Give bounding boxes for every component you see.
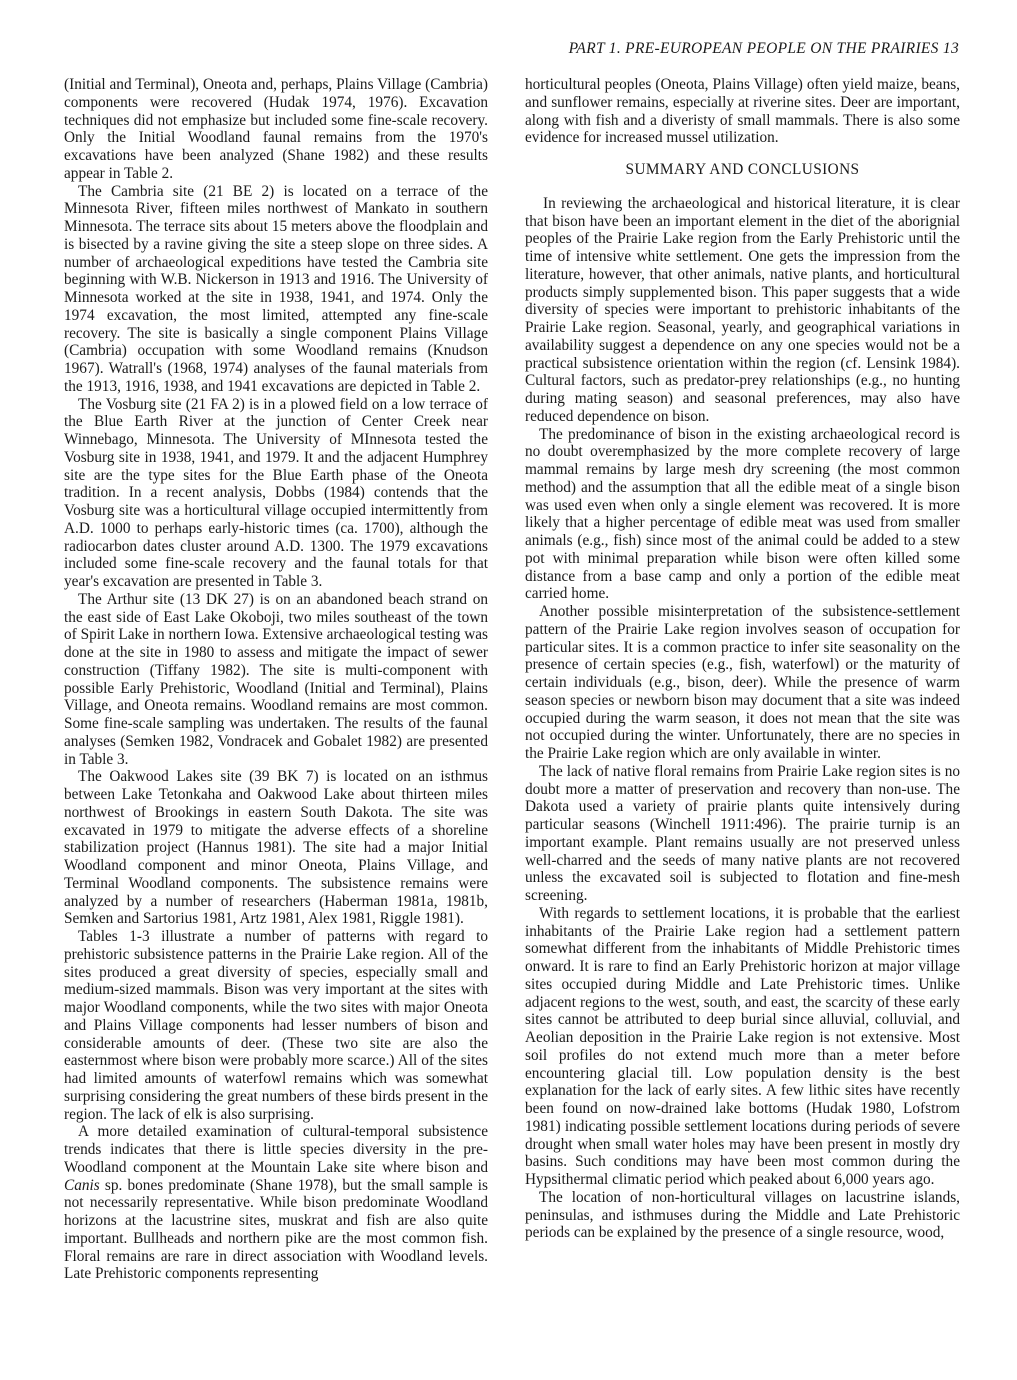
paragraph: The Oakwood Lakes site (39 BK 7) is located on an isthmus between Lake Tetonkaha and Oakwood Lake about thirteen miles northwest of Brookings in eastern South Dakota. The site was excavated in 1979 to mitigate the adverse effects of a shoreline stabilization project (Hannus 1981). The site had a major Initial Woodland component and minor Oneota, Plains Village, and Terminal Woodland components. The subsistence remains were analyzed by a number of researchers (Haberman 1981a, 1981b, Semken and Sartorius 1981, Artz 1981, Alex 1981, Riggle 1981). (64, 768, 488, 928)
paragraph: In reviewing the archaeological and historical literature, it is clear that bison have been an important element in the diet of the aborignial peoples of the Prairie Lake region from the Early Prehistoric until the time of intensive white settlement. One gets the impression from the literature, however, that other animals, native plants, and horticultural products simply supplemented bison. This paper suggests that a wide diversity of species were important to prehistoric inhabitants of the Prairie Lake region. Seasonal, yearly, and geographical variations in availability suggest a dependence on any one species would not be a practical subsistence orientation within the region (cf. Lensink 1984). Cultural factors, such as predator-prey relationships (e.g., no hunting during mating season) and seasonal preferences, may also have reduced dependence on bison. (525, 194, 960, 425)
left-column (64, 76, 488, 1283)
paragraph: The Arthur site (13 DK 27) is on an abandoned beach strand on the east side of East Lake Okoboji, two miles southeast of the town of Spirit Lake in northern Iowa. Extensive archaeological testing was done at the site in 1980 to assess and mitigate the impact of sewer construction (Tiffany 1982). The site is multi-component with possible Early Prehistoric, Woodland (Initial and Terminal), Plains Village, and Oneota remains. Woodland remains are most common. Some fine-scale sampling was undertaken. The results of the faunal analyses (Semken 1982, Vondracek and Gobalet 1982) are presented in Table 3. (64, 590, 488, 768)
paragraph: With regards to settlement locations, it is probable that the earliest inhabitants of the Prairie Lake region had a settlement pattern somewhat different from the inhabitants of Middle Prehistoric times onward. It is rare to find an Early Prehistoric horizon at major village sites occupied during Middle and Late Prehistoric times. Unlike adjacent regions to the west, south, and east, the scarcity of these early sites cannot be attributed to deep burial since alluvial, colluvial, and Aeolian deposition in the Prairie Lake region is not extensive. Most soil profiles do not extend much more than a meter before encountering glacial till. Low population density is the best explanation for the lack of early sites. A few lithic sites have recently been found on now-drained lake bottoms (Hudak 1980, Lofstrom 1981) indicating possible settlement locations during periods of severe drought when small water holes may have been present in mostly dry basins. Such conditions may have been most common during the Hypsithermal climatic period which peaked about 6,000 years ago. (525, 904, 960, 1188)
paragraph: The Cambria site (21 BE 2) is located on a terrace of the Minnesota River, fifteen miles northwest of Mankato in southern Minnesota. The terrace sits about 15 meters above the floodplain and is bisected by a ravine giving the site a steep slope on three sides. A number of archaeological expeditions have tested the Cambria site beginning with W.B. Nickerson in 1913 and 1916. The University of Minnesota worked at the site in 1938, 1941, and 1974. Only the 1974 excavation, the most limited, attempted any fine-scale recovery. The site is basically a single component Plains Village (Cambria) occupation with some Woodland remains (Knudson 1967). Watrall's (1968, 1974) analyses of the faunal materials from the 1913, 1916, 1938, and 1941 excavations are depicted in Table 2. (64, 182, 488, 395)
paragraph: The lack of native floral remains from Prairie Lake region sites is no doubt more a matter of preservation and recovery than non-use. The Dakota used a variety of prairie plants quite intensively during particular seasons (Winchell 1911:496). The prairie turnip is an important example. Plant remains usually are not preserved unless well-charred and the seeds of many native plants are not recovered unless the excavated soil is subjected to flotation and fine-mesh screening. (525, 762, 960, 904)
paragraph: The predominance of bison in the existing archaeological record is no doubt overemphasized by the more complete recovery of large mammal remains by large mesh dry screening (the most common method) and the assumption that all the edible meat of a single bison was used even when only a single element was recovered. It is more likely that a higher percentage of edible meat was used from smaller animals (e.g., fish) since most of the animal could be added to a stew pot with minimal preparation while bison were often killed some distance from a base camp and only a portion of the edible meat carried home. (525, 425, 960, 603)
paragraph: The Vosburg site (21 FA 2) is in a plowed field on a low terrace of the Blue Earth River at the junction of Center Creek near Winnebago, Minnesota. The University of MInnesota tested the Vosburg site in 1938, 1941, and 1979. It and the adjacent Humphrey site are the type sites for the Blue Earth phase of the Oneota tradition. In a recent analysis, Dobbs (1984) contends that the Vosburg site was a horticultural village occupied intermittently from A.D. 1000 to perhaps early-historic times (ca. 1700), although the radiocarbon dates cluster around A.D. 1300. The 1979 excavations included some fine-scale recovery and the faunal totals for that year's excavation are presented in Table 3. (64, 395, 488, 590)
paragraph: (Initial and Terminal), Oneota and, perhaps, Plains Village (Cambria) components were recovered (Hudak 1974, 1976). Excavation techniques did not emphasize but included some fine-scale recovery. Only the Initial Woodland faunal remains from the 1970's excavations have been analyzed (Shane 1982) and these results appear in Table 2. (64, 76, 488, 182)
paragraph (64, 1123, 488, 1283)
paragraph: Another possible misinterpretation of the subsistence-settlement pattern of the Prairie Lake region involves season of occupation for particular sites. It is a common practice to infer site seasonality on the presence of certain species (e.g., fish, waterfowl) or the maturity of certain individuals (e.g., bison, deer). While the presence of warm season species or newborn bison may document that a site was indeed occupied during the warm season, it does not mean that the site was not occupied during the winter. Unfortunately, there are no species in the Prairie Lake region which are only available in winter. (525, 603, 960, 762)
section-heading: SUMMARY AND CONCLUSIONS (625, 161, 860, 178)
paragraph: The location of non-horticultural villages on lacustrine islands, peninsulas, and isthmuses during the Middle and Late Prehistoric periods can be explained by the presence of a single resource, wood, (525, 1188, 960, 1242)
paragraph: Tables 1-3 illustrate a number of patterns with regard to prehistoric subsistence patterns in the Prairie Lake region. All of the sites produced a great diversity of species, especially small and medium-sized mammals. Bison was very important at the sites with major Woodland components, while the two sites with major Oneota and Plains Village components had lesser numbers of bison and considerable amounts of deer. (These two site are also the easternmost where bison were probably more scarce.) All of the sites had limited amounts of waterfowl remains which was somewhat surprising considering the great numbers of these birds present in the region. The lack of elk is also surprising. (64, 928, 488, 1123)
text-run: sp. bones predominate (Shane 1978), but the small sample is not necessarily representative. While bison predominate Woodland horizons at the lacustrine sites, muskrat and fish are also quite important. Bullheads and northern pike are the most common fish. Floral remains are rare in direct association with Woodland levels. Late Prehistoric components representing (64, 1176, 488, 1283)
right-column (525, 76, 960, 1242)
running-head: PART 1. PRE-EUROPEAN PEOPLE ON THE PRAIRIES 13 (568, 40, 959, 57)
genus-name: Canis (64, 1176, 100, 1194)
paragraph: horticultural peoples (Oneota, Plains Village) often yield maize, beans, and sunflower remains, especially at riverine sites. Deer are important, along with fish and a diveristy of small mammals. There is also some evidence for increased mussel utilization. (525, 76, 960, 147)
text-run: A more detailed examination of cultural-temporal subsistence trends indicates that there is little species diversity in the pre-Woodland component at the Mountain Lake site where bison and (64, 1123, 488, 1176)
